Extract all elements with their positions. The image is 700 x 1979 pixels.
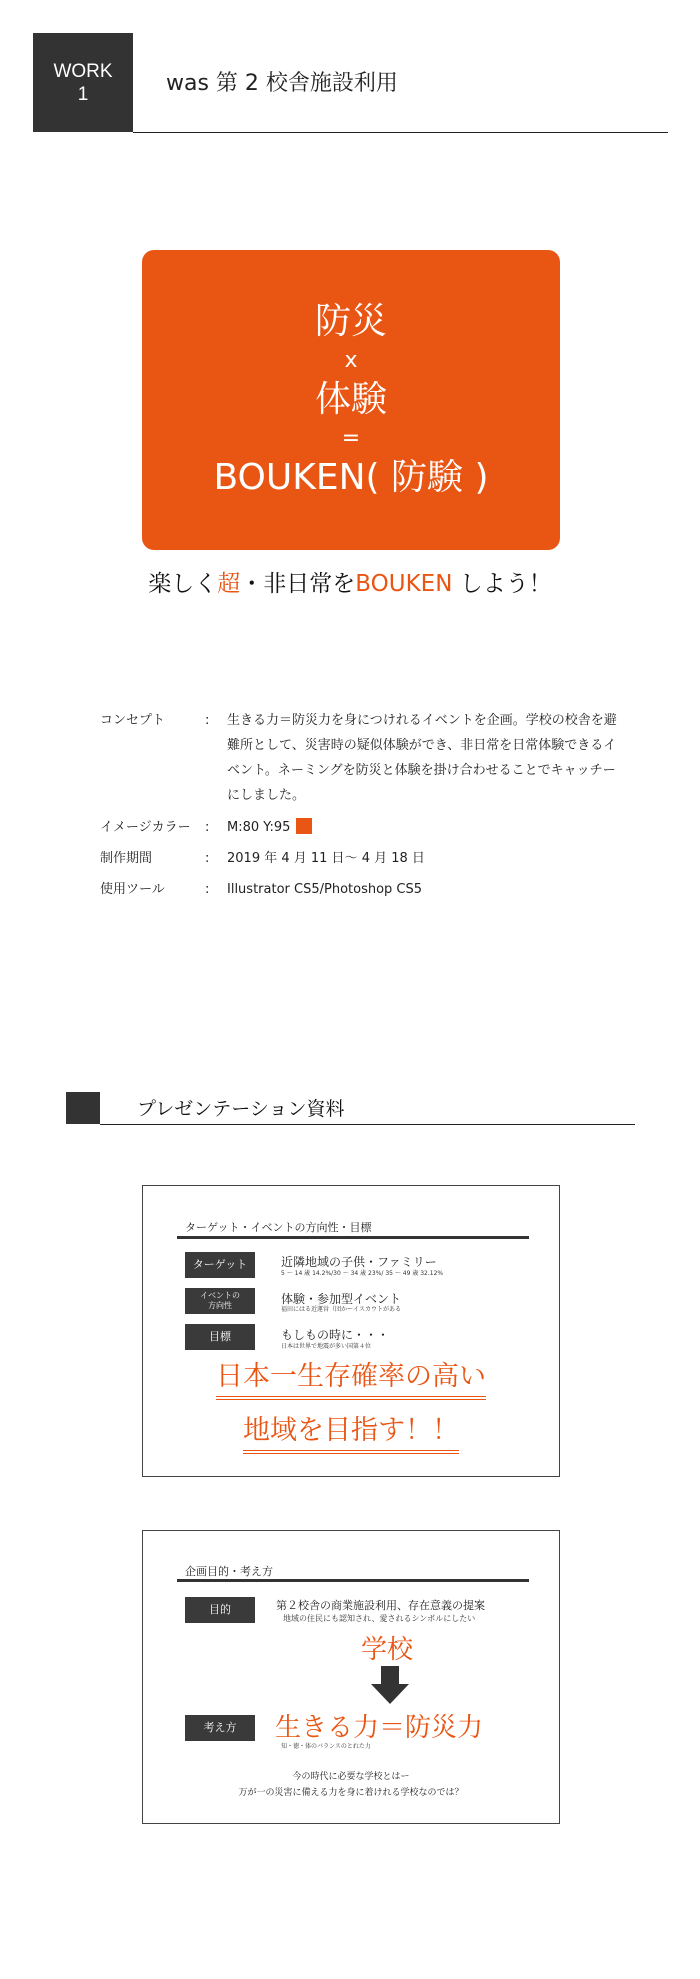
work-badge-label: WORK bbox=[53, 60, 113, 82]
slide2-bottom-line1: 今の時代に必要な学校とはー bbox=[292, 1772, 410, 1782]
hero-operator-times: x bbox=[344, 348, 358, 373]
down-arrow-icon bbox=[371, 1666, 409, 1704]
section-divider bbox=[100, 1124, 635, 1125]
color-swatch bbox=[296, 818, 312, 834]
slogan-line2: 地域を目指す！！ bbox=[243, 1412, 459, 1454]
tagline bbox=[0, 565, 700, 598]
tagline-mid: ・非日常を bbox=[240, 571, 356, 597]
slide1-direction-sub: 福田にはる近運営（団かーイスカウトがある bbox=[281, 1306, 401, 1313]
colon: : bbox=[205, 713, 210, 728]
slide1-slogan-2 bbox=[143, 1412, 559, 1454]
slide1-target-main: 近隣地域の子供・ファミリー bbox=[281, 1255, 437, 1269]
tag-direction bbox=[185, 1288, 255, 1314]
tag-direction-line1: イベントの bbox=[200, 1291, 240, 1300]
slide2-formula-sub: 知・徳・体のバランスのとれた力 bbox=[281, 1743, 371, 1750]
info-row-concept bbox=[100, 708, 620, 808]
concept-value: 生きる力＝防災力を身につけれるイベントを企画。学校の校舎を避難所として、災害時の疑似体験ができ、非日常を日常体験できるイベント。ネーミングを防災と体験を掛け合わせることでキャッチーにしました。 bbox=[227, 713, 617, 803]
slide2-school: 学校 bbox=[361, 1635, 414, 1665]
slide1-goal-sub: 日本は世界で地震が多い国第４位 bbox=[281, 1343, 372, 1350]
slide2-rule bbox=[177, 1579, 529, 1582]
tag-target: ターゲット bbox=[185, 1252, 255, 1278]
project-info bbox=[100, 708, 620, 910]
slide1-goal-main: もしもの時に・・・ bbox=[281, 1328, 390, 1342]
slide1-direction-main: 体験・参加型イベント bbox=[281, 1292, 402, 1306]
tagline-pre: 楽しく bbox=[148, 571, 218, 597]
section-title: プレゼンテーション資料 bbox=[137, 1098, 345, 1120]
tagline-accent-bouken: BOUKEN bbox=[355, 571, 453, 597]
color-value: M:80 Y:95 bbox=[227, 820, 291, 835]
tools-value: Illustrator CS5/Photoshop CS5 bbox=[227, 882, 423, 897]
hero-operator-equals: = bbox=[341, 426, 361, 451]
slide1-target-sub: 5 〜 14 歳 14.2%/30 〜 34 歳 23%/ 35 〜 49 歳 32.12% bbox=[281, 1270, 444, 1277]
tag-approach: 考え方 bbox=[185, 1715, 255, 1741]
info-row-color bbox=[100, 817, 620, 839]
slide1-title: ターゲット・イベントの方向性・目標 bbox=[185, 1221, 372, 1234]
color-label: イメージカラー bbox=[100, 820, 191, 835]
tools-label: 使用ツール bbox=[100, 882, 165, 897]
period-value: 2019 年 4 月 11 日〜 4 月 18 日 bbox=[227, 851, 425, 866]
slide2-formula: 生きる力＝防災力 bbox=[275, 1713, 484, 1743]
hero-line-bouken: BOUKEN( 防験 ) bbox=[213, 457, 489, 498]
slide-target-direction-goal bbox=[142, 1185, 560, 1477]
work-badge-number: 1 bbox=[77, 83, 89, 105]
slide2-title: 企画目的・考え方 bbox=[185, 1565, 273, 1578]
slide1-rule bbox=[177, 1236, 529, 1239]
tagline-post: しよう！ bbox=[452, 571, 552, 597]
slide2-purpose-sub: 地域の住民にも認知され、愛されるシンボルにしたい bbox=[283, 1614, 476, 1623]
colon: : bbox=[205, 882, 210, 897]
colon: : bbox=[205, 820, 210, 835]
slogan-line1: 日本一生存確率の高い bbox=[216, 1358, 486, 1400]
slide-purpose-approach bbox=[142, 1530, 560, 1824]
tagline-accent-cho: 超 bbox=[217, 571, 241, 597]
header-divider bbox=[133, 132, 668, 133]
colon: : bbox=[205, 851, 210, 866]
page-title: was 第 2 校舎施設利用 bbox=[166, 71, 398, 96]
tag-direction-line2: 方向性 bbox=[208, 1301, 232, 1310]
tag-goal: 目標 bbox=[185, 1324, 255, 1350]
info-row-period bbox=[100, 848, 620, 870]
slide1-slogan bbox=[143, 1358, 559, 1400]
tag-purpose: 目的 bbox=[185, 1597, 255, 1623]
info-row-tools bbox=[100, 879, 620, 901]
hero-line-taiken: 体験 bbox=[314, 379, 387, 420]
period-label: 制作期間 bbox=[100, 851, 153, 866]
hero-line-bousai: 防災 bbox=[314, 301, 387, 342]
hero-banner bbox=[142, 250, 560, 550]
work-badge bbox=[33, 33, 133, 132]
concept-label: コンセプト bbox=[100, 713, 166, 728]
slide2-bottom-line2: 万が一の災害に備える力を身に着けれる学校なのでは？ bbox=[238, 1788, 464, 1798]
slide2-purpose-main: 第２校舎の商業施設利用、存在意義の提案 bbox=[276, 1599, 485, 1612]
section-marker bbox=[66, 1092, 100, 1124]
